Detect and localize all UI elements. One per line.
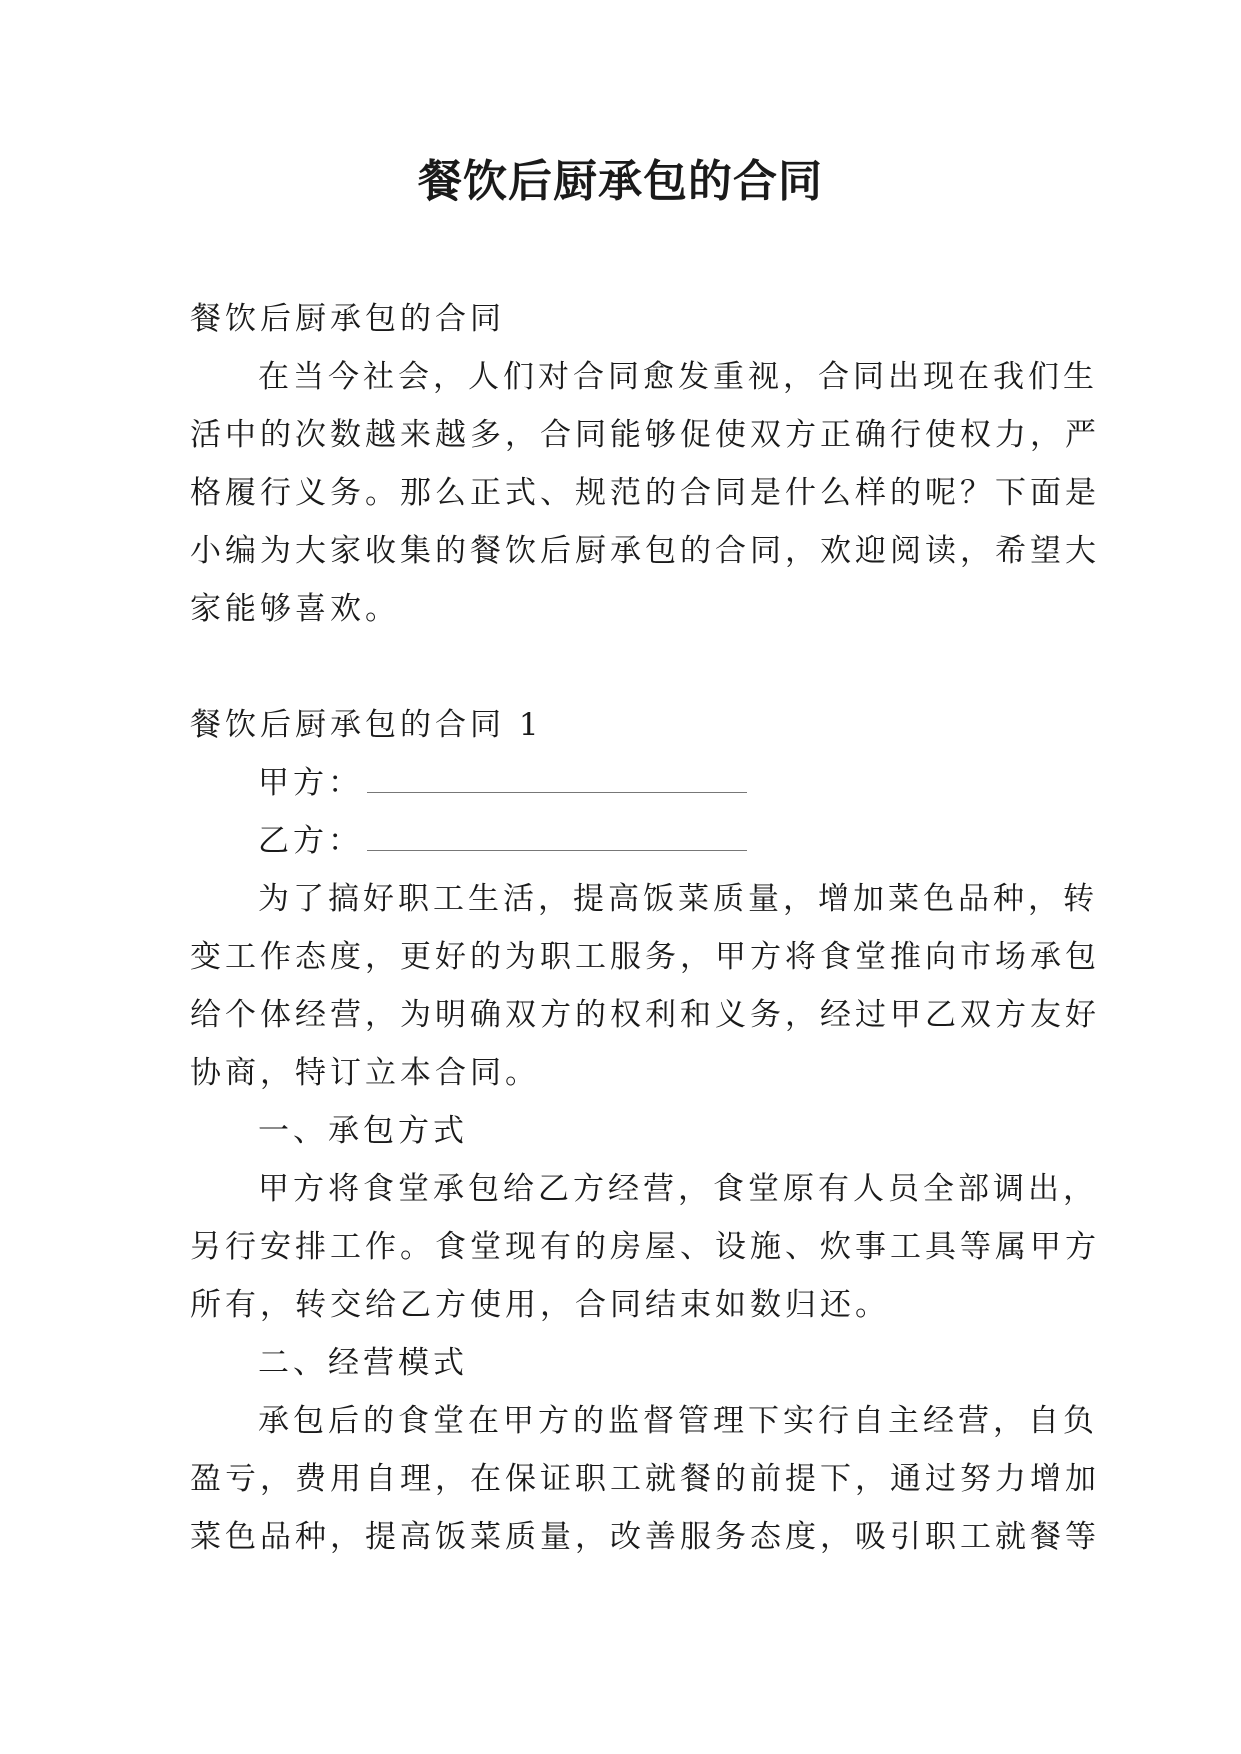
section2-heading: 二、经营模式	[258, 1345, 468, 1381]
intro-line: 小编为大家收集的餐饮后厨承包的合同，欢迎阅读，希望大	[190, 533, 1100, 569]
preamble-line: 变工作态度，更好的为职工服务，甲方将食堂推向市场承包	[190, 939, 1100, 975]
preamble-line: 为了搞好职工生活，提高饭菜质量，增加菜色品种，转	[258, 881, 1098, 917]
party-a-row	[190, 754, 1058, 812]
document-title: 餐饮后厨承包的合同	[418, 156, 823, 207]
preamble-line: 协商，特订立本合同。	[190, 1055, 540, 1091]
section1-line: 甲方将食堂承包给乙方经营，食堂原有人员全部调出，	[258, 1171, 1098, 1207]
party-b-blank-field	[367, 824, 747, 851]
document-body	[190, 290, 1100, 1566]
section1-heading: 一、承包方式	[258, 1113, 468, 1149]
preamble-line: 给个体经营，为明确双方的权利和义务，经过甲乙双方友好	[190, 997, 1100, 1033]
intro-line: 活中的次数越来越多，合同能够促使双方正确行使权力，严	[190, 417, 1100, 453]
section1-line: 另行安排工作。食堂现有的房屋、设施、炊事工具等属甲方	[190, 1229, 1100, 1265]
section1-line: 所有，转交给乙方使用，合同结束如数归还。	[190, 1287, 890, 1323]
party-a-blank-field	[367, 766, 747, 793]
intro-line: 格履行义务。那么正式、规范的合同是什么样的呢？下面是	[190, 475, 1100, 511]
subtitle: 餐饮后厨承包的合同	[190, 301, 505, 337]
party-b-label: 乙方：	[258, 823, 363, 859]
section2-line: 盈亏，费用自理，在保证职工就餐的前提下，通过努力增加	[190, 1461, 1100, 1497]
party-a-label: 甲方：	[258, 765, 363, 801]
intro-line: 在当今社会，人们对合同愈发重视，合同出现在我们生	[258, 359, 1098, 395]
section2-line: 承包后的食堂在甲方的监督管理下实行自主经营，自负	[258, 1403, 1098, 1439]
contract-heading: 餐饮后厨承包的合同 1	[190, 707, 543, 743]
intro-line: 家能够喜欢。	[190, 591, 400, 627]
party-b-row	[190, 812, 1058, 870]
paragraph-spacer	[190, 638, 1058, 696]
section2-line: 菜色品种，提高饭菜质量，改善服务态度，吸引职工就餐等	[190, 1519, 1100, 1555]
